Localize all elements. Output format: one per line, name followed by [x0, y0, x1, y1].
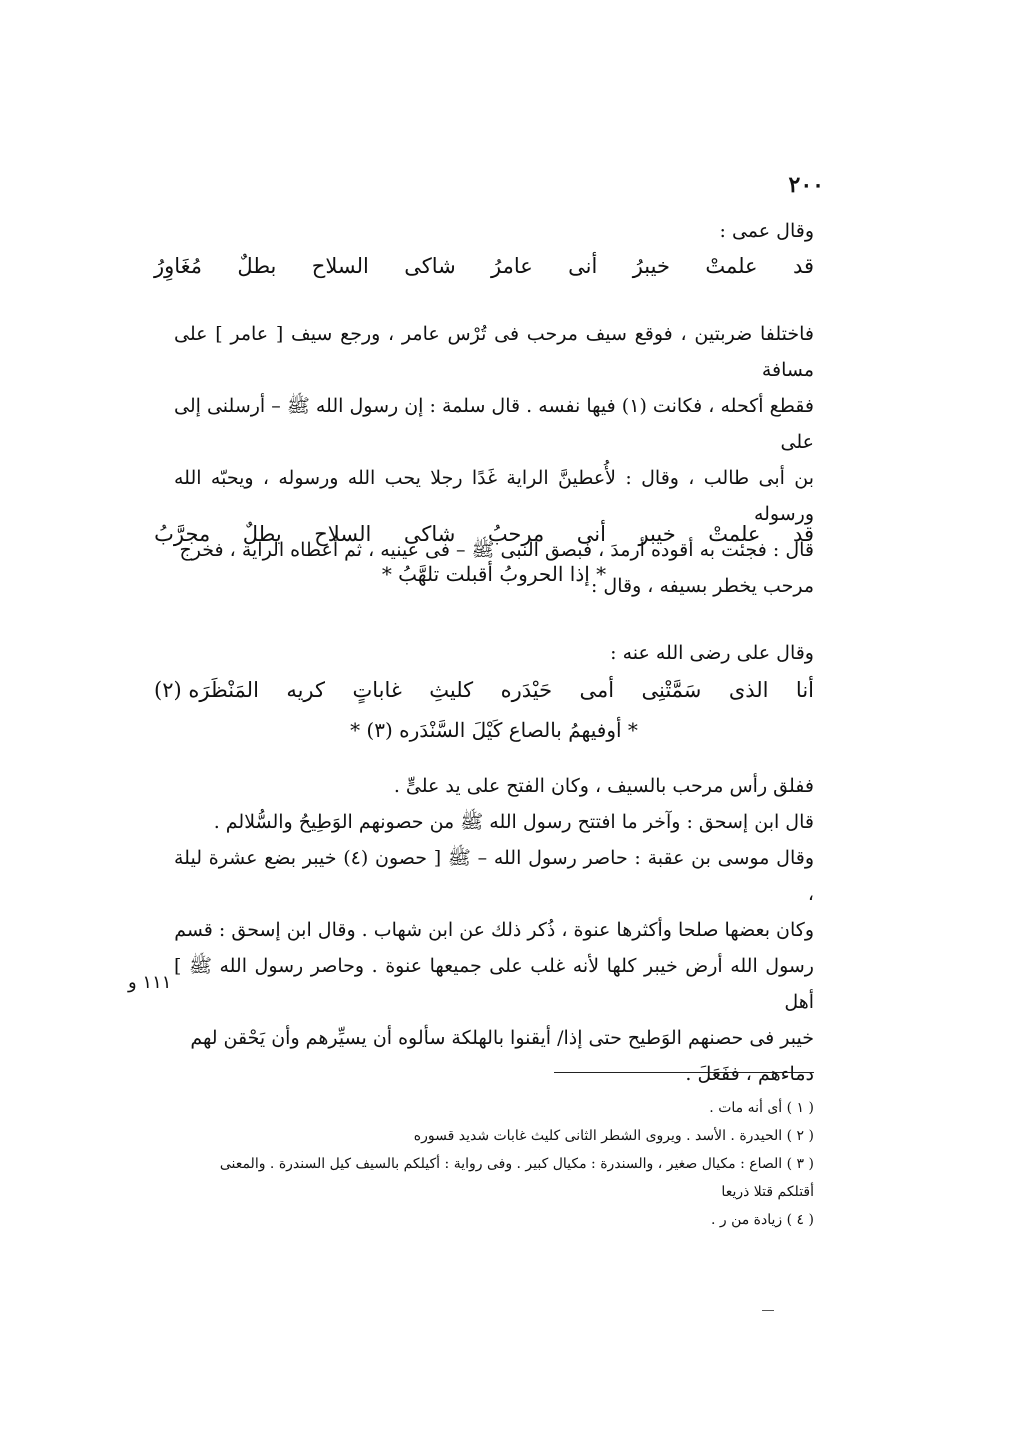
verse-word: قد	[792, 254, 814, 278]
verse-intro: وقال عمى :	[719, 220, 814, 242]
page-number: ٢٠٠	[788, 172, 824, 198]
footnote: أقتلكم قتلا ذريعا	[721, 1184, 814, 1200]
verse-word: مرحبُ	[487, 522, 545, 546]
footnote: ( ٢ ) الحيدرة . الأسد . ويروى الشطر الثانى كليث غابات شديد قسوره	[413, 1128, 814, 1144]
verse-word: بطلٌ	[242, 522, 282, 546]
verse-word: السلاح	[311, 254, 369, 278]
prose-line: قال : فجئت به أقوده أرمدَ ، فبصق النبى ﷺ – فى عينيه ، ثم أعطاه الراية ، فخرج	[179, 539, 814, 561]
verse-word: مجرَّبُ	[154, 522, 211, 546]
verse-word: خيبرُ	[632, 254, 670, 278]
verse-word: أنى	[576, 522, 606, 546]
verse-word: السلاح	[314, 522, 372, 546]
verse-word: كريه	[286, 678, 326, 702]
prose-line: فقطع أكحله ، فكانت (١) فيها نفسه . قال سلمة : إن رسول الله ﷺ – أرسلنى إلى على	[174, 395, 814, 453]
verse-word: قد	[792, 522, 814, 546]
prose-line: رسول الله أرض خيبر كلها لأنه غلب على جميعها عنوة . وحاصر رسول الله ﷺ ] أهل	[174, 955, 814, 1013]
prose-line: دماءهم ، ففَعَلَ .	[685, 1063, 814, 1085]
footnote: ( ١ ) أى أنه مات .	[709, 1100, 814, 1116]
prose-line: قال ابن إسحق : وآخر ما افتتح رسول الله ﷺ من حصونهم الوَطِيحُ والسُّلالم .	[213, 811, 814, 833]
footnote: ( ٤ ) زيادة من ر .	[710, 1212, 814, 1228]
verse-word: عامرُ	[491, 254, 533, 278]
verse-word: علمتْ	[708, 522, 761, 546]
prose-line: وكان بعضها صلحا وأكثرها عنوة ، ذُكر ذلك عن ابن شهاب . وقال ابن إسحق : قسم	[174, 919, 814, 941]
verse-word: كليثِ	[429, 678, 474, 702]
verse-word: خيبر	[638, 522, 676, 546]
prose-line: خيبر فى حصنهم الوَطيح حتى إذا/ أيقنوا بالهلكة سألوه أن يسيِّرهم وأن يَحْقن لهم	[190, 1027, 814, 1049]
verse-line	[154, 514, 814, 554]
verse-tail: * إذا الحروبُ أقبلت تلهَّبُ *	[381, 562, 607, 586]
prose-line: مرحب يخطر بسيفه ، وقال :	[590, 575, 814, 597]
verse-tail: * أوفيهمُ بالصاع كَيْلَ السَّنْدَره (٣) *	[350, 718, 638, 742]
footnote: ( ٣ ) الصاع : مكيال صغير ، والسندرة : مكيال كبير . وفى رواية : أكيلكم بالسيف كيل السندرة . والمعنى	[219, 1156, 814, 1172]
verse-word: شاكى	[404, 254, 456, 278]
verse-word: حَيْدَره	[500, 678, 553, 702]
verse-line	[154, 246, 814, 286]
verse-word: بطلٌ	[237, 254, 277, 278]
verse-word: علمتْ	[705, 254, 758, 278]
verse-word: غاباتٍ	[352, 678, 402, 702]
verse-word: سَمَّتْنِى	[641, 678, 702, 702]
verse-word: أمى	[579, 678, 615, 702]
verse-word: أنا	[795, 678, 814, 702]
margin-folio-note: ١١١ و	[128, 972, 172, 993]
verse-word: أنى	[568, 254, 598, 278]
prose-line: وقال موسى بن عقبة : حاصر رسول الله – ﷺ [ حصون (٤) خيبر بضع عشرة ليلة ،	[174, 847, 814, 905]
prose-line: ففلق رأس مرحب بالسيف ، وكان الفتح على يد علىٍّ .	[393, 775, 814, 797]
verse-word: المَنْظَرَه (٢)	[154, 678, 259, 702]
prose-line: بن أبى طالب ، وقال : لأُعطينَّ الراية غَدًا رجلا يحب الله ورسوله ، ويحبّه الله ورسوله	[174, 467, 814, 525]
verse-word: مُغَاوِرُ	[154, 254, 203, 278]
footnote-divider	[554, 1072, 814, 1073]
prose-line: فاختلفا ضربتين ، فوقع سيف مرحب فى تُرْس عامر ، ورجع سيف [ عامر ] على مسافة	[174, 323, 814, 381]
verse-intro: وقال على رضى الله عنه :	[610, 642, 814, 664]
footnotes	[164, 1094, 814, 1234]
verse-line	[154, 670, 814, 710]
printer-mark	[762, 1310, 774, 1311]
prose-paragraph	[174, 768, 814, 1092]
verse-word: الذى	[728, 678, 769, 702]
verse-word: شاكى	[403, 522, 456, 546]
